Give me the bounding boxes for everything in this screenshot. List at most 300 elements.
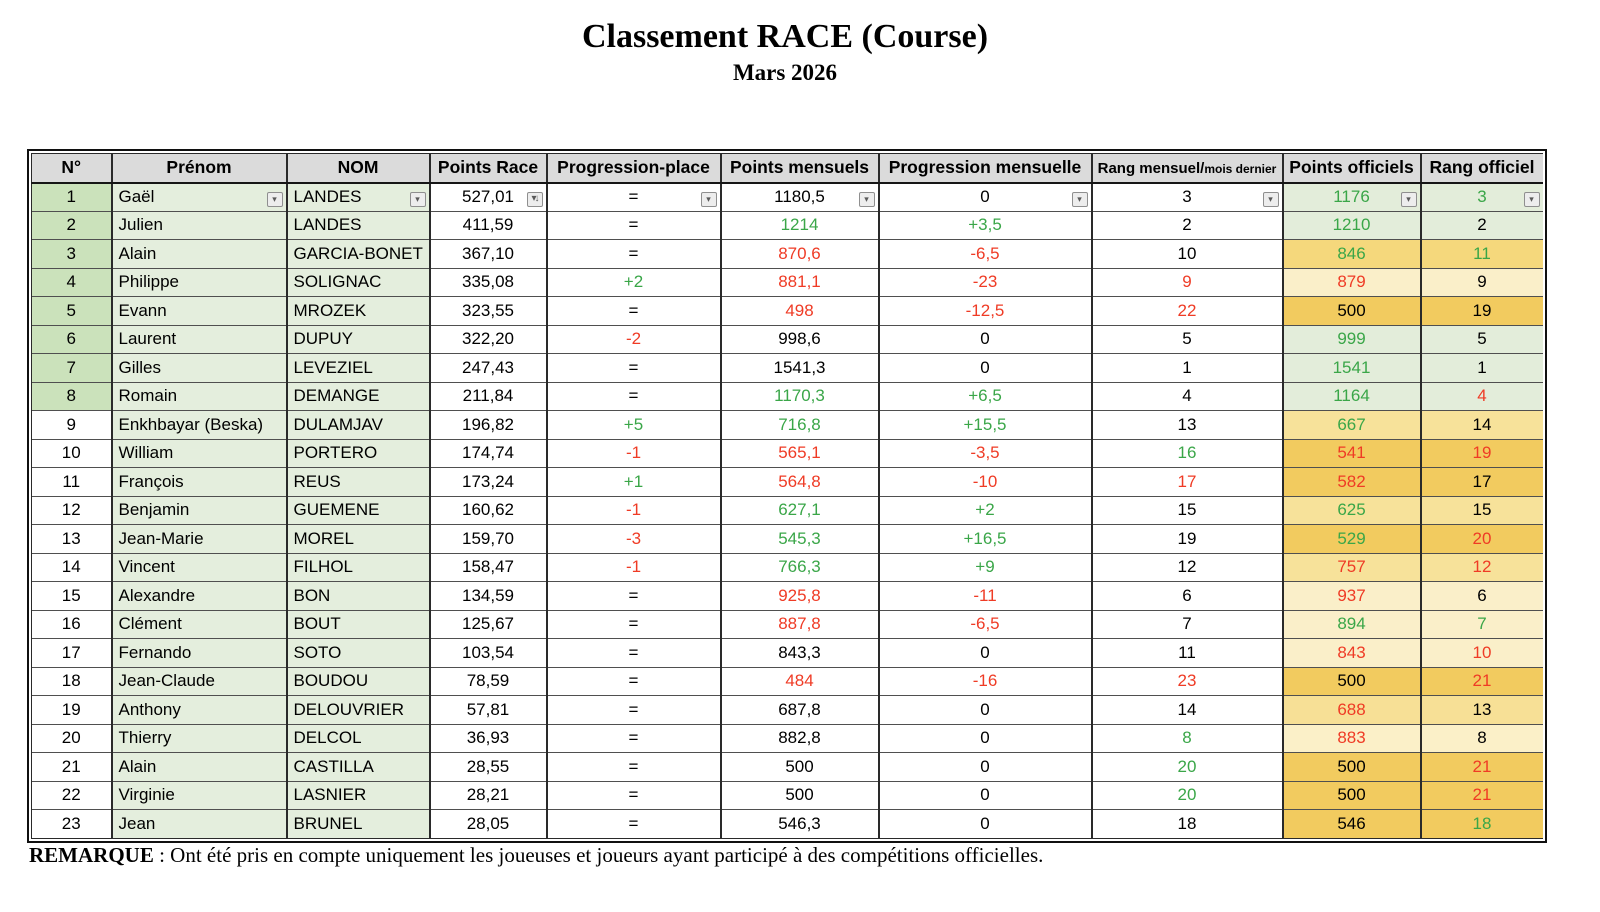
cell-prog-mensuelle[interactable]: [879, 325, 1092, 354]
cell-last-name[interactable]: [287, 781, 430, 810]
cell-num[interactable]: [32, 297, 112, 326]
cell-prog-place[interactable]: [547, 525, 721, 554]
cell-last-name[interactable]: [287, 382, 430, 411]
table-row: [32, 610, 1543, 639]
cell-rang-officiel[interactable]: [1421, 696, 1543, 725]
cell-rang-mensuel[interactable]: [1092, 582, 1283, 611]
cell-points-officiels[interactable]: [1283, 496, 1421, 525]
cell-last-name-value: DEMANGE: [293, 386, 380, 406]
cell-rang-officiel[interactable]: [1421, 468, 1543, 497]
cell-points-race[interactable]: [430, 724, 547, 753]
cell-points-officiels[interactable]: [1283, 667, 1421, 696]
cell-prog-mensuelle[interactable]: [879, 582, 1092, 611]
cell-points-mensuels[interactable]: [721, 582, 879, 611]
cell-rang-mensuel-value: 19: [1177, 528, 1197, 548]
cell-points-race[interactable]: [430, 439, 547, 468]
cell-prog-mensuelle[interactable]: [879, 667, 1092, 696]
cell-points-race[interactable]: [430, 582, 547, 611]
cell-num[interactable]: [32, 724, 112, 753]
cell-points-officiels[interactable]: [1283, 268, 1421, 297]
cell-points-officiels[interactable]: [1283, 696, 1421, 725]
cell-points-officiels[interactable]: [1283, 439, 1421, 468]
cell-num-value: 6: [66, 329, 76, 349]
cell-prog-place[interactable]: [547, 183, 721, 212]
cell-points-race[interactable]: [430, 325, 547, 354]
cell-points-officiels[interactable]: [1283, 724, 1421, 753]
cell-last-name-value: DUPUY: [293, 329, 354, 349]
cell-rang-mensuel[interactable]: [1092, 667, 1283, 696]
cell-points-mensuels[interactable]: [721, 268, 879, 297]
cell-first-name-value: Jean-Claude: [118, 671, 215, 691]
cell-last-name[interactable]: [287, 525, 430, 554]
cell-first-name-value: Romain: [118, 386, 178, 406]
cell-points-officiels[interactable]: [1283, 582, 1421, 611]
cell-last-name[interactable]: [287, 810, 430, 839]
cell-first-name[interactable]: [112, 439, 287, 468]
cell-rang-officiel[interactable]: [1421, 810, 1543, 839]
cell-points-officiels[interactable]: [1283, 639, 1421, 668]
cell-first-name[interactable]: [112, 724, 287, 753]
cell-rang-officiel-value: 4: [1477, 386, 1487, 406]
cell-num-value: 12: [61, 500, 81, 520]
cell-prog-place[interactable]: [547, 496, 721, 525]
cell-points-officiels[interactable]: [1283, 354, 1421, 383]
cell-first-name[interactable]: [112, 354, 287, 383]
cell-first-name[interactable]: [112, 639, 287, 668]
cell-last-name[interactable]: [287, 183, 430, 212]
filter-button-points-officiels[interactable]: [1401, 192, 1417, 207]
cell-prog-place[interactable]: [547, 639, 721, 668]
cell-rang-officiel[interactable]: [1421, 496, 1543, 525]
cell-rang-officiel[interactable]: [1421, 667, 1543, 696]
col-header-num[interactable]: N°: [32, 154, 112, 183]
cell-rang-mensuel-value: 23: [1177, 671, 1197, 691]
cell-rang-mensuel-value: 16: [1177, 443, 1197, 463]
cell-prog-place[interactable]: [547, 325, 721, 354]
cell-points-mensuels[interactable]: [721, 439, 879, 468]
cell-points-mensuels-value: 766,3: [778, 557, 821, 577]
table-row: [32, 183, 1543, 212]
cell-num[interactable]: [32, 268, 112, 297]
cell-rang-mensuel[interactable]: [1092, 525, 1283, 554]
cell-rang-officiel-value: 2: [1477, 215, 1487, 235]
cell-num[interactable]: [32, 354, 112, 383]
cell-num[interactable]: [32, 496, 112, 525]
cell-rang-officiel[interactable]: [1421, 325, 1543, 354]
cell-prog-mensuelle-value: 0: [980, 785, 990, 805]
cell-last-name[interactable]: [287, 724, 430, 753]
cell-last-name[interactable]: [287, 240, 430, 269]
cell-first-name[interactable]: [112, 268, 287, 297]
cell-rang-officiel[interactable]: [1421, 610, 1543, 639]
cell-points-officiels-value: 500: [1337, 756, 1366, 776]
cell-last-name[interactable]: [287, 610, 430, 639]
cell-prog-mensuelle[interactable]: [879, 411, 1092, 440]
cell-prog-mensuelle[interactable]: [879, 268, 1092, 297]
cell-prog-mensuelle[interactable]: [879, 297, 1092, 326]
cell-prog-place[interactable]: [547, 753, 721, 782]
col-header-prog_mensuelle[interactable]: Progression mensuelle: [879, 154, 1092, 183]
cell-prog-mensuelle[interactable]: [879, 183, 1092, 212]
cell-first-name[interactable]: [112, 496, 287, 525]
cell-first-name[interactable]: [112, 468, 287, 497]
cell-prog-place[interactable]: [547, 211, 721, 240]
cell-prog-mensuelle[interactable]: [879, 525, 1092, 554]
cell-last-name[interactable]: [287, 354, 430, 383]
cell-points-mensuels[interactable]: [721, 610, 879, 639]
cell-rang-mensuel-value: 14: [1177, 699, 1197, 719]
cell-rang-officiel[interactable]: [1421, 753, 1543, 782]
cell-prog-place[interactable]: [547, 382, 721, 411]
chevron-down-icon: ▾: [864, 193, 869, 204]
cell-first-name[interactable]: [112, 553, 287, 582]
cell-points-race[interactable]: [430, 268, 547, 297]
cell-first-name[interactable]: [112, 696, 287, 725]
cell-prog-mensuelle-value: +15,5: [963, 414, 1007, 434]
cell-prog-mensuelle[interactable]: [879, 724, 1092, 753]
cell-num[interactable]: [32, 582, 112, 611]
cell-last-name[interactable]: [287, 667, 430, 696]
table-row: [32, 240, 1543, 269]
cell-points-mensuels[interactable]: [721, 468, 879, 497]
cell-first-name[interactable]: [112, 781, 287, 810]
cell-rang-mensuel-value: 6: [1182, 585, 1192, 605]
cell-points-mensuels[interactable]: [721, 183, 879, 212]
cell-prog-mensuelle[interactable]: [879, 468, 1092, 497]
cell-prog-place[interactable]: [547, 354, 721, 383]
cell-points-officiels-value: 846: [1337, 243, 1366, 263]
cell-points-race[interactable]: [430, 411, 547, 440]
cell-points-officiels[interactable]: [1283, 810, 1421, 839]
cell-points-mensuels[interactable]: [721, 667, 879, 696]
cell-points-officiels[interactable]: [1283, 183, 1421, 212]
cell-points-officiels[interactable]: [1283, 753, 1421, 782]
cell-num[interactable]: [32, 610, 112, 639]
cell-rang-mensuel[interactable]: [1092, 468, 1283, 497]
cell-prog-place-value: =: [628, 699, 639, 719]
cell-num-value: 17: [61, 642, 81, 662]
cell-points-mensuels[interactable]: [721, 240, 879, 269]
chevron-down-icon: ▾: [1406, 193, 1411, 204]
cell-first-name[interactable]: [112, 582, 287, 611]
cell-num[interactable]: [32, 667, 112, 696]
cell-prog-place[interactable]: [547, 297, 721, 326]
col-header-points_officiels[interactable]: Points officiels: [1283, 154, 1421, 183]
cell-points-mensuels[interactable]: [721, 411, 879, 440]
cell-points-mensuels-value: 716,8: [778, 414, 821, 434]
filter-button-prog-mensuelle[interactable]: [1072, 192, 1088, 207]
cell-prog-place[interactable]: [547, 268, 721, 297]
cell-last-name[interactable]: [287, 439, 430, 468]
cell-points-officiels[interactable]: [1283, 211, 1421, 240]
cell-points-mensuels[interactable]: [721, 639, 879, 668]
cell-points-race[interactable]: [430, 667, 547, 696]
cell-prog-place[interactable]: [547, 439, 721, 468]
cell-num[interactable]: [32, 240, 112, 269]
cell-prog-mensuelle[interactable]: [879, 211, 1092, 240]
filter-button-prog-place[interactable]: [701, 192, 717, 207]
cell-num[interactable]: [32, 753, 112, 782]
cell-rang-mensuel[interactable]: [1092, 610, 1283, 639]
cell-first-name[interactable]: [112, 297, 287, 326]
cell-rang-officiel[interactable]: [1421, 297, 1543, 326]
col-header-nom[interactable]: NOM: [287, 154, 430, 183]
cell-prog-mensuelle[interactable]: [879, 553, 1092, 582]
cell-rang-mensuel-value: 3: [1182, 187, 1192, 206]
cell-num[interactable]: [32, 553, 112, 582]
cell-points-mensuels[interactable]: [721, 382, 879, 411]
cell-prog-mensuelle[interactable]: [879, 354, 1092, 383]
cell-points-race-value: 28,55: [466, 756, 510, 776]
cell-last-name[interactable]: [287, 582, 430, 611]
cell-rang-officiel[interactable]: [1421, 183, 1543, 212]
cell-num[interactable]: [32, 325, 112, 354]
col-header-rang_mensuel[interactable]: [1092, 154, 1283, 183]
cell-points-officiels-value: 1164: [1333, 386, 1370, 406]
cell-points-mensuels[interactable]: [721, 496, 879, 525]
cell-points-mensuels[interactable]: [721, 696, 879, 725]
filter-button-rang-officiel[interactable]: [1524, 192, 1540, 207]
cell-last-name[interactable]: [287, 297, 430, 326]
cell-rang-mensuel[interactable]: [1092, 183, 1283, 212]
cell-num[interactable]: [32, 781, 112, 810]
cell-prog-mensuelle[interactable]: [879, 753, 1092, 782]
cell-prog-place[interactable]: [547, 411, 721, 440]
cell-points-race[interactable]: [430, 781, 547, 810]
cell-points-race[interactable]: [430, 525, 547, 554]
cell-rang-officiel-value: 13: [1472, 699, 1492, 719]
cell-points-race[interactable]: [430, 639, 547, 668]
cell-prog-place[interactable]: [547, 696, 721, 725]
cell-prog-mensuelle[interactable]: [879, 810, 1092, 839]
cell-prog-place[interactable]: [547, 781, 721, 810]
cell-points-race[interactable]: [430, 468, 547, 497]
cell-points-officiels[interactable]: [1283, 325, 1421, 354]
cell-last-name[interactable]: [287, 268, 430, 297]
cell-rang-mensuel[interactable]: [1092, 382, 1283, 411]
cell-last-name[interactable]: [287, 553, 430, 582]
cell-rang-mensuel[interactable]: [1092, 810, 1283, 839]
table-row: [32, 268, 1543, 297]
cell-points-race-value: 36,93: [466, 728, 510, 748]
cell-points-race[interactable]: [430, 553, 547, 582]
col-header-prog_place[interactable]: Progression-place: [547, 154, 721, 183]
cell-rang-officiel[interactable]: [1421, 525, 1543, 554]
cell-rang-mensuel-value: 2: [1182, 215, 1192, 235]
filter-button-rang-mensuel[interactable]: [1263, 192, 1279, 207]
cell-points-officiels[interactable]: [1283, 781, 1421, 810]
cell-points-race[interactable]: [430, 211, 547, 240]
cell-num[interactable]: [32, 439, 112, 468]
cell-rang-officiel[interactable]: [1421, 781, 1543, 810]
cell-first-name[interactable]: [112, 810, 287, 839]
cell-rang-mensuel[interactable]: [1092, 753, 1283, 782]
cell-rang-officiel[interactable]: [1421, 639, 1543, 668]
col-header-prenom[interactable]: Prénom: [112, 154, 287, 183]
cell-rang-mensuel[interactable]: [1092, 496, 1283, 525]
cell-rang-mensuel[interactable]: [1092, 553, 1283, 582]
cell-prog-mensuelle[interactable]: [879, 610, 1092, 639]
col-header-points_mensuels[interactable]: Points mensuels: [721, 154, 879, 183]
cell-points-mensuels[interactable]: [721, 525, 879, 554]
col-header-rang_officiel[interactable]: Rang officiel: [1421, 154, 1543, 183]
cell-last-name-value: LANDES: [293, 215, 362, 235]
cell-points-race[interactable]: [430, 496, 547, 525]
cell-prog-mensuelle[interactable]: [879, 639, 1092, 668]
cell-rang-mensuel[interactable]: [1092, 354, 1283, 383]
cell-rang-officiel[interactable]: [1421, 268, 1543, 297]
cell-first-name[interactable]: [112, 325, 287, 354]
cell-points-officiels[interactable]: [1283, 297, 1421, 326]
cell-rang-mensuel[interactable]: [1092, 439, 1283, 468]
cell-points-race-value: 57,81: [466, 699, 510, 719]
cell-points-race[interactable]: [430, 240, 547, 269]
cell-points-race[interactable]: [430, 183, 547, 212]
table-row: [32, 582, 1543, 611]
cell-points-mensuels-value: 1214: [780, 215, 819, 235]
cell-num[interactable]: [32, 696, 112, 725]
cell-last-name[interactable]: [287, 411, 430, 440]
cell-num-value: 3: [66, 243, 76, 263]
cell-last-name[interactable]: [287, 325, 430, 354]
cell-points-officiels[interactable]: [1283, 382, 1421, 411]
cell-points-mensuels[interactable]: [721, 354, 879, 383]
cell-points-officiels[interactable]: [1283, 240, 1421, 269]
cell-rang-officiel[interactable]: [1421, 382, 1543, 411]
cell-prog-mensuelle[interactable]: [879, 439, 1092, 468]
cell-first-name[interactable]: [112, 382, 287, 411]
cell-points-mensuels[interactable]: [721, 211, 879, 240]
cell-rang-mensuel[interactable]: [1092, 781, 1283, 810]
cell-prog-mensuelle[interactable]: [879, 696, 1092, 725]
cell-prog-place[interactable]: [547, 468, 721, 497]
cell-points-race[interactable]: [430, 610, 547, 639]
cell-num[interactable]: [32, 810, 112, 839]
cell-rang-mensuel[interactable]: [1092, 240, 1283, 269]
cell-points-race[interactable]: [430, 696, 547, 725]
cell-points-mensuels[interactable]: [721, 297, 879, 326]
cell-points-officiels[interactable]: [1283, 525, 1421, 554]
cell-prog-place[interactable]: [547, 724, 721, 753]
cell-points-race[interactable]: [430, 297, 547, 326]
cell-last-name-value: FILHOL: [293, 557, 354, 577]
cell-points-officiels[interactable]: [1283, 468, 1421, 497]
cell-last-name[interactable]: [287, 496, 430, 525]
cell-points-race[interactable]: [430, 810, 547, 839]
cell-num[interactable]: [32, 468, 112, 497]
cell-rang-mensuel[interactable]: [1092, 696, 1283, 725]
cell-prog-mensuelle[interactable]: [879, 496, 1092, 525]
cell-num[interactable]: [32, 211, 112, 240]
cell-first-name[interactable]: [112, 183, 287, 212]
cell-rang-officiel[interactable]: [1421, 411, 1543, 440]
cell-num-value: 19: [61, 699, 81, 719]
cell-prog-place[interactable]: [547, 240, 721, 269]
col-header-points_race[interactable]: Points Race: [430, 154, 547, 183]
cell-prog-place[interactable]: [547, 667, 721, 696]
cell-prog-place[interactable]: [547, 810, 721, 839]
cell-last-name[interactable]: [287, 211, 430, 240]
cell-num[interactable]: [32, 382, 112, 411]
cell-rang-mensuel-value: 7: [1182, 614, 1192, 634]
cell-rang-officiel[interactable]: [1421, 211, 1543, 240]
cell-num[interactable]: [32, 525, 112, 554]
sort-filter-button-points-race[interactable]: [527, 192, 543, 207]
cell-prog-mensuelle[interactable]: [879, 240, 1092, 269]
cell-first-name[interactable]: [112, 411, 287, 440]
cell-num-value: 23: [61, 813, 81, 833]
cell-num-value: 18: [61, 671, 81, 691]
cell-points-mensuels[interactable]: [721, 325, 879, 354]
table-row: [32, 753, 1543, 782]
filter-button-nom[interactable]: [410, 192, 426, 207]
cell-rang-mensuel[interactable]: [1092, 268, 1283, 297]
title-block: [0, 18, 1570, 86]
cell-num[interactable]: [32, 183, 112, 212]
cell-num[interactable]: [32, 639, 112, 668]
sort-descending-icon: ▾↓: [531, 193, 538, 204]
cell-last-name[interactable]: [287, 468, 430, 497]
cell-rang-mensuel[interactable]: [1092, 325, 1283, 354]
cell-points-mensuels[interactable]: [721, 724, 879, 753]
cell-first-name[interactable]: [112, 211, 287, 240]
cell-rang-officiel[interactable]: [1421, 354, 1543, 383]
cell-points-mensuels[interactable]: [721, 753, 879, 782]
cell-last-name[interactable]: [287, 696, 430, 725]
cell-rang-officiel[interactable]: [1421, 240, 1543, 269]
cell-first-name[interactable]: [112, 525, 287, 554]
cell-first-name[interactable]: [112, 667, 287, 696]
filter-button-points-mensuels[interactable]: [859, 192, 875, 207]
cell-rang-mensuel[interactable]: [1092, 297, 1283, 326]
cell-first-name[interactable]: [112, 240, 287, 269]
filter-button-prenom[interactable]: [267, 192, 283, 207]
cell-rang-mensuel[interactable]: [1092, 211, 1283, 240]
cell-prog-place[interactable]: [547, 610, 721, 639]
cell-rang-officiel[interactable]: [1421, 439, 1543, 468]
cell-points-race[interactable]: [430, 354, 547, 383]
cell-points-officiels[interactable]: [1283, 411, 1421, 440]
cell-points-mensuels[interactable]: [721, 553, 879, 582]
cell-points-mensuels-value: 500: [785, 785, 814, 805]
ranking-table: [27, 149, 1547, 843]
cell-points-officiels[interactable]: [1283, 553, 1421, 582]
cell-last-name[interactable]: [287, 753, 430, 782]
cell-rang-officiel[interactable]: [1421, 724, 1543, 753]
cell-first-name[interactable]: [112, 753, 287, 782]
cell-rang-officiel[interactable]: [1421, 553, 1543, 582]
cell-prog-place[interactable]: [547, 582, 721, 611]
cell-rang-mensuel[interactable]: [1092, 724, 1283, 753]
cell-prog-mensuelle[interactable]: [879, 382, 1092, 411]
cell-last-name[interactable]: [287, 639, 430, 668]
cell-prog-place-value: -2: [625, 329, 642, 349]
cell-rang-mensuel[interactable]: [1092, 639, 1283, 668]
cell-points-officiels[interactable]: [1283, 610, 1421, 639]
cell-points-mensuels[interactable]: [721, 781, 879, 810]
cell-num[interactable]: [32, 411, 112, 440]
cell-points-race[interactable]: [430, 382, 547, 411]
cell-first-name[interactable]: [112, 610, 287, 639]
cell-rang-officiel[interactable]: [1421, 582, 1543, 611]
cell-points-race[interactable]: [430, 753, 547, 782]
cell-prog-place[interactable]: [547, 553, 721, 582]
cell-rang-mensuel[interactable]: [1092, 411, 1283, 440]
cell-points-mensuels[interactable]: [721, 810, 879, 839]
cell-prog-mensuelle[interactable]: [879, 781, 1092, 810]
chevron-down-icon: ▾: [415, 193, 420, 204]
cell-rang-mensuel-value: 8: [1182, 728, 1192, 748]
